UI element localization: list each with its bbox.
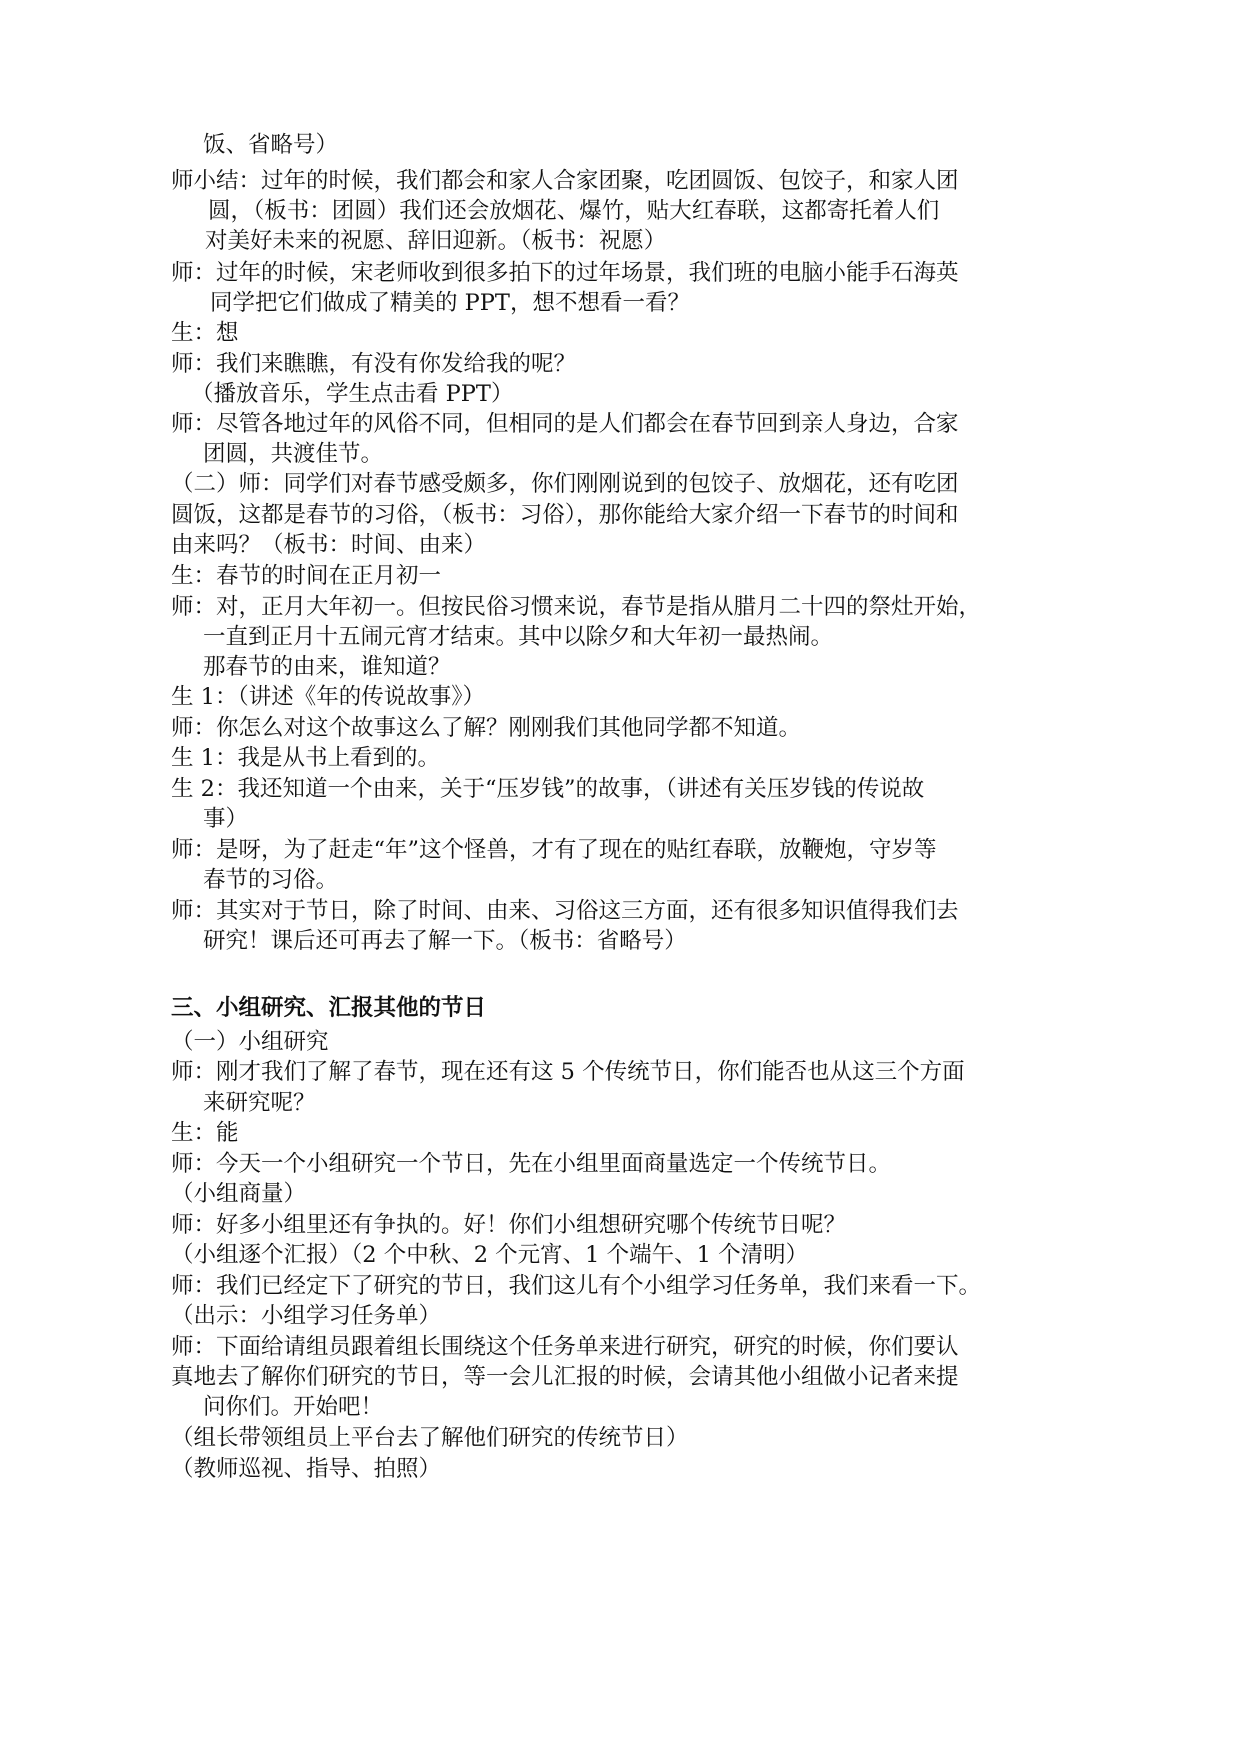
text-line: 生 2：我还知道一个由来，关于“压岁钱”的故事，（讲述有关压岁钱的传说故 (171, 776, 925, 802)
text-line: 师小结：过年的时候，我们都会和家人合家团聚，吃团圆饭、包饺子，和家人团 (171, 168, 959, 194)
text-line: （组长带领组员上平台去了解他们研究的传统节日） (171, 1425, 689, 1451)
text-line: 师：是呀，为了赶走“年”这个怪兽，才有了现在的贴红春联，放鞭炮，守岁等 (171, 837, 937, 863)
section-heading: 三、小组研究、汇报其他的节日 (171, 995, 487, 1021)
text-line: 师：尽管各地过年的风俗不同，但相同的是人们都会在春节回到亲人身边，合家 (171, 411, 959, 437)
text-line: 师：今天一个小组研究一个节日，先在小组里面商量选定一个传统节日。 (171, 1151, 892, 1177)
text-line: 师：好多小组里还有争执的。好！你们小组想研究哪个传统节日呢？ (171, 1212, 847, 1238)
text-line: 由来吗？（板书：时间、由来） (171, 532, 487, 558)
text-line: （小组逐个汇报）（2 个中秋、2 个元宵、1 个端午、1 个清明） (171, 1242, 809, 1268)
text-line: 生 1：我是从书上看到的。 (171, 745, 440, 771)
text-line: 生 1：（讲述《年的传说故事》） (171, 684, 485, 710)
text-line: 生：春节的时间在正月初一 (171, 563, 442, 589)
text-line: 师：我们已经定下了研究的节日，我们这儿有个小组学习任务单，我们来看一下。 (171, 1273, 982, 1299)
text-line: 师：过年的时候，宋老师收到很多拍下的过年场景，我们班的电脑小能手石海英 (171, 260, 959, 286)
text-line: 来研究呢？ (203, 1090, 316, 1116)
text-line: 师：其实对于节日，除了时间、由来、习俗这三方面，还有很多知识值得我们去 (171, 898, 959, 924)
text-line: 饭、省略号） (203, 132, 339, 158)
text-line: 同学把它们做成了精美的 PPT，想不想看一看？ (210, 290, 690, 316)
text-line: 师：你怎么对这个故事这么了解？刚刚我们其他同学都不知道。 (171, 715, 802, 741)
text-line: 事） (203, 806, 249, 832)
text-line: 团圆，共渡佳节。 (203, 441, 384, 467)
text-line: （播放音乐，学生点击看 PPT） (191, 381, 514, 407)
text-line: （二）师：同学们对春节感受颇多，你们刚刚说到的包饺子、放烟花，还有吃团 (171, 471, 959, 497)
text-line: 那春节的由来，谁知道？ (203, 654, 451, 680)
text-line: 师：刚才我们了解了春节，现在还有这 5 个传统节日，你们能否也从这三个方面 (171, 1059, 965, 1085)
text-line: 生：想 (171, 320, 239, 346)
text-line: 对美好未来的祝愿、辞旧迎新。（板书：祝愿） (205, 228, 667, 254)
text-line: （一）小组研究 (171, 1029, 329, 1055)
text-line: 春节的习俗。 (203, 867, 339, 893)
text-line: 问你们。开始吧！ (203, 1394, 384, 1420)
text-line: 研究！课后还可再去了解一下。（板书：省略号） (203, 928, 687, 954)
text-line: 圆饭，这都是春节的习俗，（板书：习俗），那你能给大家介绍一下春节的时间和 (171, 502, 959, 528)
text-line: （小组商量） (171, 1181, 307, 1207)
text-line: 师：对，正月大年初一。但按民俗习惯来说，春节是指从腊月二十四的祭灶开始， (171, 594, 982, 620)
text-line: （教师巡视、指导、拍照） (171, 1456, 442, 1482)
text-line: （出示：小组学习任务单） (171, 1303, 442, 1329)
text-line: 圆，（板书：团圆）我们还会放烟花、爆竹，贴大红春联，这都寄托着人们 (208, 198, 940, 224)
text-line: 生：能 (171, 1120, 239, 1146)
text-line: 师：下面给请组员跟着组长围绕这个任务单来进行研究，研究的时候，你们要认 (171, 1334, 959, 1360)
text-line: 师：我们来瞧瞧，有没有你发给我的呢？ (171, 351, 577, 377)
text-line: 一直到正月十五闹元宵才结束。其中以除夕和大年初一最热闹。 (203, 624, 834, 650)
text-line: 真地去了解你们研究的节日，等一会儿汇报的时候，会请其他小组做小记者来提 (171, 1364, 959, 1390)
